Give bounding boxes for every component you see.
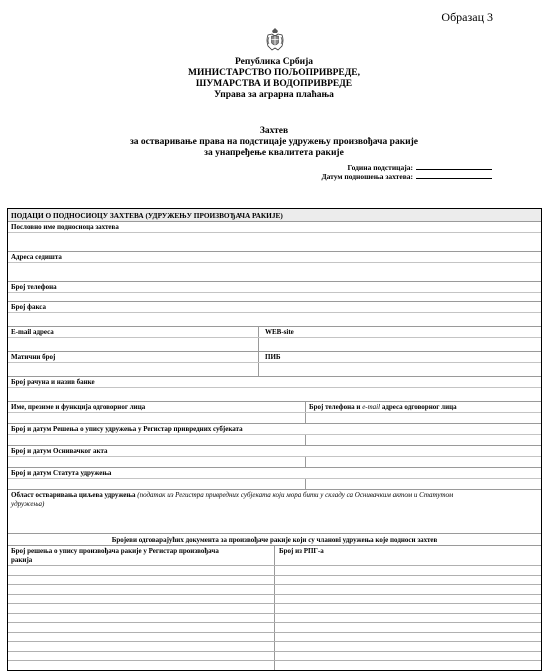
form-subtitle-1: за остваривање права на подстицаје удружењу произвођача ракије [129, 137, 419, 147]
business-name-field[interactable] [8, 221, 541, 251]
address-label: Адреса седишта [11, 253, 62, 261]
email-label: E-mail адреса [11, 328, 54, 336]
website-label: WEB-site [265, 328, 294, 336]
address-field[interactable] [8, 251, 541, 281]
responsible-person-row [8, 401, 541, 423]
reg-number-label: Матични број [11, 353, 56, 361]
department-name: Управа за аграрна плаћања [214, 90, 334, 100]
table-row[interactable] [8, 632, 541, 642]
applicant-data-table [7, 208, 542, 671]
table-row[interactable] [8, 651, 541, 661]
fax-field[interactable] [8, 301, 541, 326]
form-subtitle-2: за унапређење квалитета ракије [204, 148, 344, 158]
submission-date-label: Датум подношења захтева: [321, 172, 413, 181]
table-row[interactable] [8, 622, 541, 632]
founding-act-field[interactable] [8, 445, 541, 467]
statute-label: Број и датум Статута удружења [11, 469, 112, 477]
table-row[interactable] [8, 584, 541, 594]
incentive-year-label: Година подстицаја: [347, 163, 413, 172]
table-row[interactable] [8, 565, 541, 575]
email-website-row [8, 326, 541, 351]
registration-decision-field[interactable] [8, 423, 541, 445]
bank-account-field[interactable] [8, 376, 541, 401]
form-title: Захтев [259, 126, 289, 136]
table-row[interactable] [8, 594, 541, 604]
members-column-headers [8, 545, 541, 565]
responsible-person-label: Име, презиме и функција одговорног лица [11, 403, 146, 411]
form-number: Образац 3 [441, 10, 493, 24]
col-rpg-header: Број из РПГ-а [279, 547, 324, 555]
serbia-coat-of-arms-icon [266, 28, 284, 54]
col-decision-header: Број решења о упису произвођача ракије у Регистар произвођача ракија [11, 547, 219, 564]
ministry-line-1: МИНИСТАРСТВО ПОЉОПРИВРЕДЕ, [188, 68, 360, 78]
phone-field[interactable] [8, 281, 541, 301]
applicant-section-header: ПОДАЦИ О ПОДНОСИОЦУ ЗАХТЕВА (УДРУЖЕЊУ ПРОИЗВОЂАЧА РАКИЈЕ) [8, 209, 541, 221]
table-row[interactable] [8, 641, 541, 651]
ministry-line-2: ШУМАРСТВА И ВОДОПРИВРЕДЕ [195, 79, 353, 89]
table-row[interactable] [8, 603, 541, 613]
pib-label: ПИБ [265, 353, 281, 361]
members-section-title: Бројеви одговарајућих документа за произвођаче ракије који су члановi удружења које подноси захтев [111, 536, 438, 544]
fax-label: Број факса [11, 303, 46, 311]
submission-date-field[interactable] [321, 170, 492, 181]
table-row[interactable] [8, 575, 541, 585]
phone-label: Број телефона [11, 283, 57, 291]
goals-label: Област остваривања циљева удружења (податак из Регистра привредних субјеката који мора бити у складу са Оснивачким актом и Статутом удружења) [11, 491, 454, 508]
goals-field[interactable] [8, 489, 541, 533]
table-row[interactable] [8, 613, 541, 623]
responsible-contact-label: Број телефона и e-mail адреса одговорног лица [309, 403, 457, 411]
registration-decision-label: Број и датум Решења о упису удружења у Регистар привредних субјеката [11, 425, 243, 433]
country-name: Република Србија [234, 57, 314, 67]
bank-account-label: Број рачуна и назив банке [11, 378, 95, 386]
business-name-label: Пословно име подносиоца захтева [11, 223, 119, 231]
members-section-header [8, 533, 541, 545]
statute-field[interactable] [8, 467, 541, 489]
reg-number-pib-row [8, 351, 541, 376]
founding-act-label: Број и датум Оснивачког акта [11, 447, 108, 455]
members-table-body [8, 565, 541, 670]
